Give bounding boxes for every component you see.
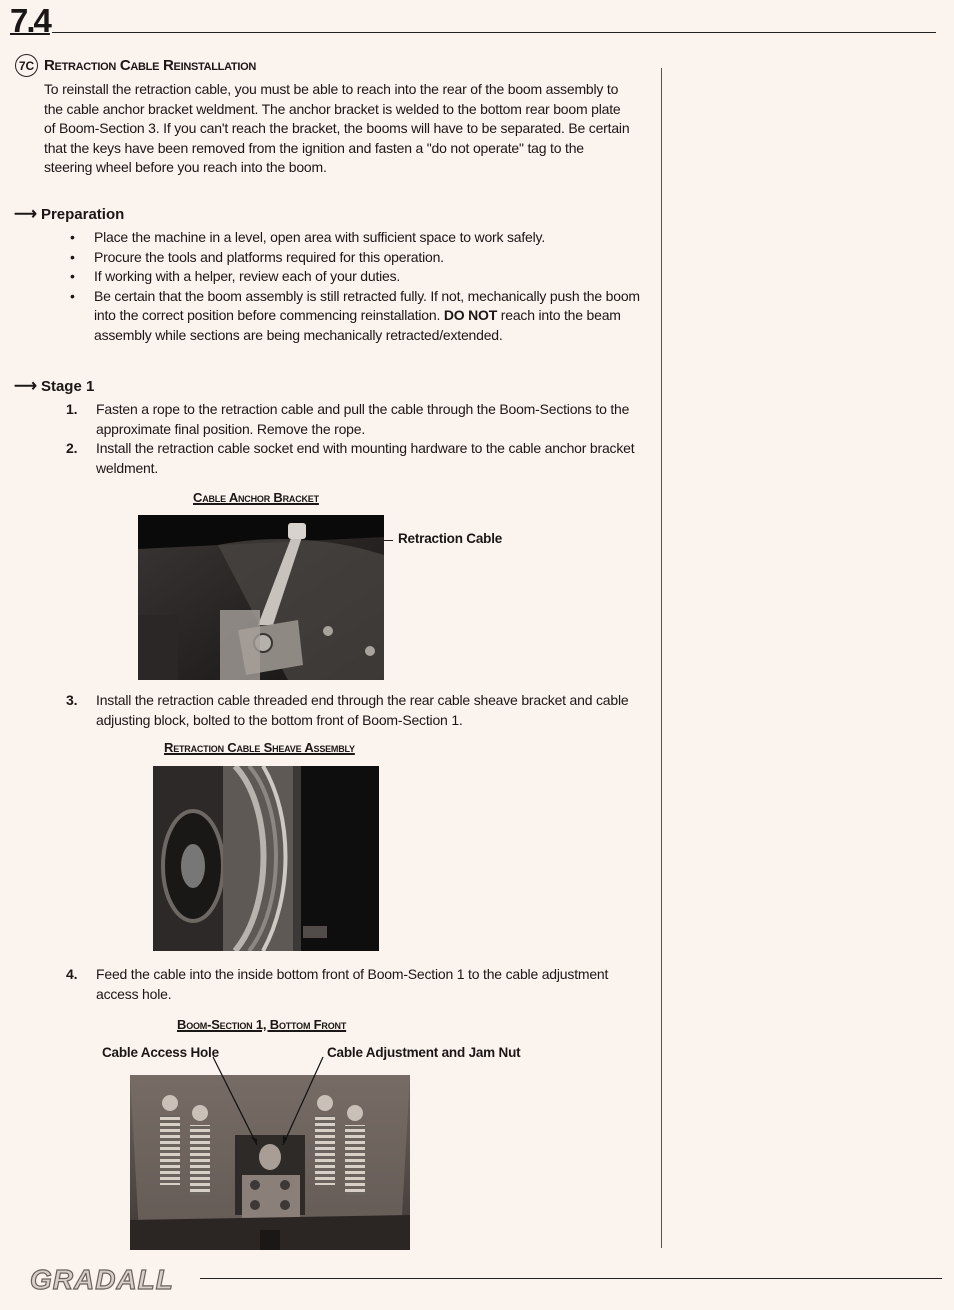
section-badge: 7C bbox=[15, 54, 38, 77]
intro-paragraph: To reinstall the retraction cable, you must be able to reach into the rear of the boom assembly to the cable anchor bracket weldment. The anchor bracket is welded to the bottom rear boom plate of Boom-Section 3. If you can't reach the bracket, the booms will have to be separated. Be certain that the keys have been removed from the ignition and fasten a "do not operate" tag to the steering wheel before you reach into the boom. bbox=[44, 81, 630, 176]
list-item bbox=[66, 965, 636, 1004]
step-list-b bbox=[66, 691, 636, 730]
section-title: Retraction Cable Reinstallation bbox=[44, 57, 257, 74]
sheave-assembly-photo bbox=[153, 766, 379, 951]
section-number: 7.4 bbox=[10, 2, 50, 39]
list-item-text: Be certain that the boom assembly is still retracted fully. If not, mechanically push the boom into the correct position before commencing reinstallation. bbox=[94, 287, 640, 324]
list-item bbox=[66, 439, 636, 478]
retraction-cable-label: Retraction Cable bbox=[398, 531, 503, 546]
step-text: Fasten a rope to the retraction cable and pull the cable through the Boom-Sections to the approximate final position. Remove the rope. bbox=[96, 401, 630, 437]
section-heading bbox=[15, 54, 256, 77]
anchor-bracket-image bbox=[138, 515, 384, 680]
preparation-list bbox=[70, 228, 640, 346]
list-item bbox=[66, 691, 636, 730]
preparation-heading bbox=[14, 204, 124, 224]
list-item: • Place the machine in a level, open area with sufficient space to work safely. bbox=[70, 228, 640, 248]
callout-arrows bbox=[195, 1045, 335, 1155]
step-number: 2. bbox=[66, 440, 78, 457]
footer-rule bbox=[200, 1278, 942, 1279]
gradall-logo: GRADALL bbox=[30, 1264, 174, 1295]
list-item-text: reach into the beam assembly while sections are being mechanically retracted/extended. bbox=[94, 307, 621, 343]
arrow-right-icon: ⟶ bbox=[14, 378, 37, 395]
stage-heading bbox=[14, 376, 94, 396]
step-number: 1. bbox=[66, 401, 78, 417]
warning-emphasis: DO NOT bbox=[443, 307, 498, 324]
anchor-bracket-photo bbox=[138, 515, 384, 680]
cable-adjustment-label: Cable Adjustment and Jam Nut bbox=[327, 1045, 521, 1060]
figure-caption-front: Boom-Section 1, Bottom Front bbox=[177, 1017, 347, 1032]
list-item bbox=[66, 400, 636, 439]
stage-heading-label: Stage 1 bbox=[40, 377, 95, 395]
cable-access-hole-label: Cable Access Hole bbox=[102, 1045, 219, 1060]
step-number: 3. bbox=[66, 692, 78, 708]
step-list-a bbox=[66, 400, 636, 478]
list-item: • If working with a helper, review each of your duties. bbox=[70, 267, 640, 287]
step-list-c bbox=[66, 965, 636, 1004]
list-item: • Procure the tools and platforms required for this operation. bbox=[70, 248, 640, 268]
step-text: Install the retraction cable socket end with mounting hardware to the cable anchor bracket weldment. bbox=[96, 440, 635, 476]
arrow-right-icon: ⟶ bbox=[14, 206, 37, 223]
header-rule bbox=[52, 32, 936, 33]
sheave-assembly-image bbox=[153, 766, 379, 951]
step-text: Feed the cable into the inside bottom front of Boom-Section 1 to the cable adjustment access hole. bbox=[96, 966, 609, 1002]
preparation-heading-label: Preparation bbox=[40, 205, 125, 223]
step-number: 4. bbox=[66, 966, 78, 982]
figure-caption-sheave: Retraction Cable Sheave Assembly bbox=[164, 740, 355, 755]
step-text: Install the retraction cable threaded end through the rear cable sheave bracket and cable adjusting block, bolted to the bottom front of Boom-Section 1. bbox=[96, 692, 629, 728]
column-divider bbox=[661, 68, 662, 1248]
figure-caption-anchor: Cable Anchor Bracket bbox=[193, 490, 319, 505]
list-item bbox=[70, 287, 640, 346]
callout-line bbox=[383, 540, 393, 541]
